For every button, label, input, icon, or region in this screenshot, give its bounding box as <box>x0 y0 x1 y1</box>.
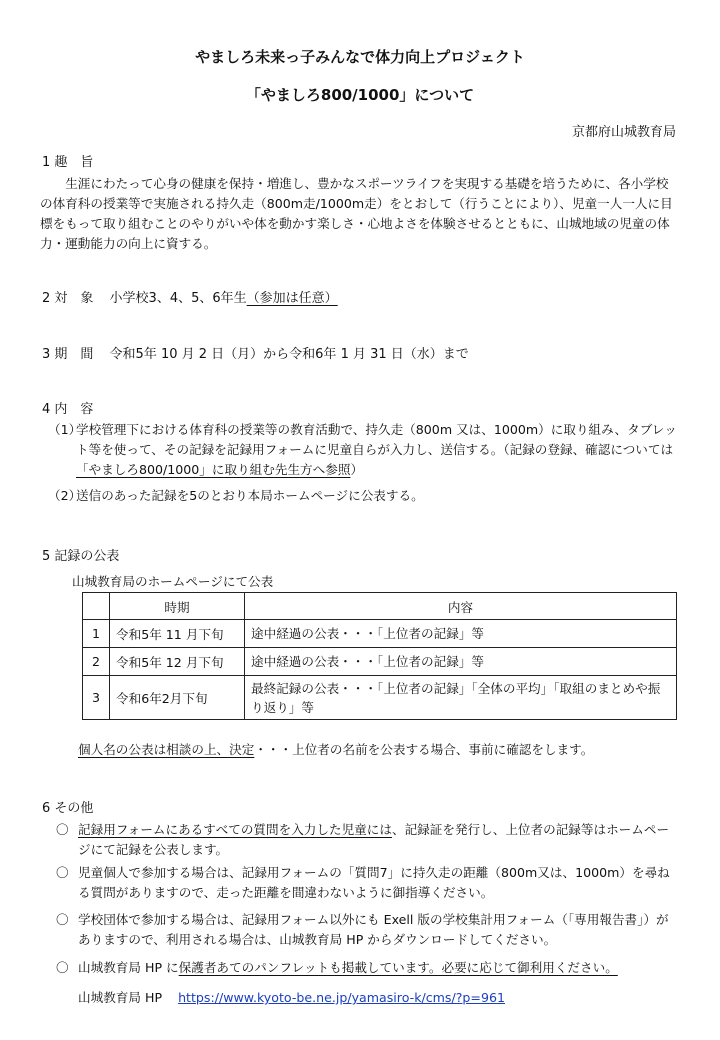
section-4-item-1 <box>48 420 678 480</box>
section-4-item-2 <box>48 486 678 506</box>
section-5-heading: 5 記録の公表 <box>42 549 120 564</box>
row-number: 1 <box>83 620 110 648</box>
section-2-text: 小学校3、4、5、6年生 <box>109 291 247 306</box>
homepage-label: 山城教育局 HP <box>78 990 163 1005</box>
section-6-bullet-2 <box>56 863 680 903</box>
header-cell-blank <box>83 593 110 620</box>
section-3-line <box>42 343 469 362</box>
table-row <box>83 676 677 720</box>
homepage-line <box>78 987 505 1006</box>
section-6-bullet-3 <box>56 910 680 950</box>
pamphlet-notice: 保護者あてのパンフレットも掲載しています。必要に応じて御利用ください。 <box>178 960 618 975</box>
bullet-text: 児童個人で参加する場合は、記録用フォームの「質問7」に持久走の距離（800m又は、1000m）を尋ねる質問がありますので、走った距離を間違わないように御指導ください。 <box>78 865 670 900</box>
bullet-text: 山城教育局 HP に保護者あてのパンフレットも掲載しています。必要に応じて御利用ください。 <box>78 960 618 975</box>
section-3-heading: 3 期 間 <box>42 347 94 362</box>
row-number: 2 <box>83 648 110 676</box>
item-text: 学校管理下における体育科の授業等の教育活動で、持久走（800m 又は、1000m）に取り組み、タブレット等を使って、その記録を記録用フォームに児童自らが入力し、送信する。（記録の登録、確認については「やましろ800/1000」に取り組む先生方へ参照） <box>76 422 677 477</box>
page-subtitle: 「やましろ800/1000」について <box>245 86 475 104</box>
item-text: 送信のあった記録を5のとおり本局ホームページに公表する。 <box>76 488 424 503</box>
publication-note <box>78 739 593 758</box>
section-2-line <box>42 287 338 306</box>
circle-bullet-icon: 〇 <box>56 822 69 837</box>
table-caption: 山城教育局のホームページにて公表 <box>72 574 274 589</box>
bullet-text: 学校団体で参加する場合は、記録用フォーム以外にも Exell 版の学校集計用フォーム（「専用報告書」）がありますので、利用される場合は、山城教育局 HP からダウンロードしてください。 <box>78 912 669 947</box>
header-cell-time: 時期 <box>110 593 245 620</box>
section-3-text: 令和5年 10 月 2 日（月）から令和6年 1 月 31 日（水）まで <box>109 347 469 362</box>
publication-note-rest: ・・・上位者の名前を公表する場合、事前に確認をします。 <box>254 742 594 757</box>
section-6-bullet-1 <box>56 820 680 860</box>
circle-bullet-icon: 〇 <box>56 960 69 975</box>
page-title: やましろ未来っ子みんなで体力向上プロジェクト <box>195 48 525 66</box>
row-content: 最終記録の公表・・・「上位者の記録」「全体の平均」「取組のまとめや振り返り」等 <box>245 676 677 720</box>
row-content: 途中経過の公表・・・「上位者の記録」等 <box>245 648 677 676</box>
teacher-guide-reference: 「やましろ800/1000」に取り組む先生方へ参照 <box>76 462 351 477</box>
row-number: 3 <box>83 676 110 720</box>
table-header-row <box>83 593 677 620</box>
bullet-text: 記録用フォームにあるすべての質問を入力した児童には、記録証を発行し、上位者の記録等はホームページにて記録を公表します。 <box>78 822 670 857</box>
table-row <box>83 648 677 676</box>
section-4-heading: 4 内 容 <box>42 402 94 417</box>
publication-schedule-table <box>82 592 677 720</box>
circle-bullet-icon: 〇 <box>56 865 69 880</box>
row-content: 途中経過の公表・・・「上位者の記録」等 <box>245 620 677 648</box>
homepage-link[interactable]: https://www.kyoto-be.ne.jp/yamasiro-k/cms/?p=961 <box>178 990 505 1005</box>
row-time: 令和5年 12 月下旬 <box>110 648 245 676</box>
section-6-bullet-4 <box>56 958 680 978</box>
row-time: 令和6年2月下旬 <box>110 676 245 720</box>
item-number: （1） <box>48 422 82 437</box>
section-6-heading: 6 その他 <box>42 801 94 816</box>
publication-note-underlined: 個人名の公表は相談の上、決定 <box>78 742 255 757</box>
section-2-heading: 2 対 象 <box>42 291 94 306</box>
circle-bullet-icon: 〇 <box>56 912 69 927</box>
table-row <box>83 620 677 648</box>
section-2-note: （参加は任意） <box>246 291 338 306</box>
section-1-heading: 1 趣 旨 <box>42 155 94 170</box>
item-number: （2） <box>48 488 82 503</box>
header-cell-content: 内容 <box>245 593 677 620</box>
organization-name: 京都府山城教育局 <box>571 125 676 140</box>
row-time: 令和5年 11 月下旬 <box>110 620 245 648</box>
section-1-body: 生涯にわたって心身の健康を保持・増進し、豊かなスポーツライフを実現する基礎を培うために、各小学校の体育科の授業等で実施される持久走（800m走/1000m走）をとおして（行うことにより）、児童一人一人に目標をもって取り組むことのやりがいや体を動かす楽しさ・心地よさを体験させるとともに、山城地域の児童の体力・運動能力の向上に資する。 <box>40 176 673 251</box>
